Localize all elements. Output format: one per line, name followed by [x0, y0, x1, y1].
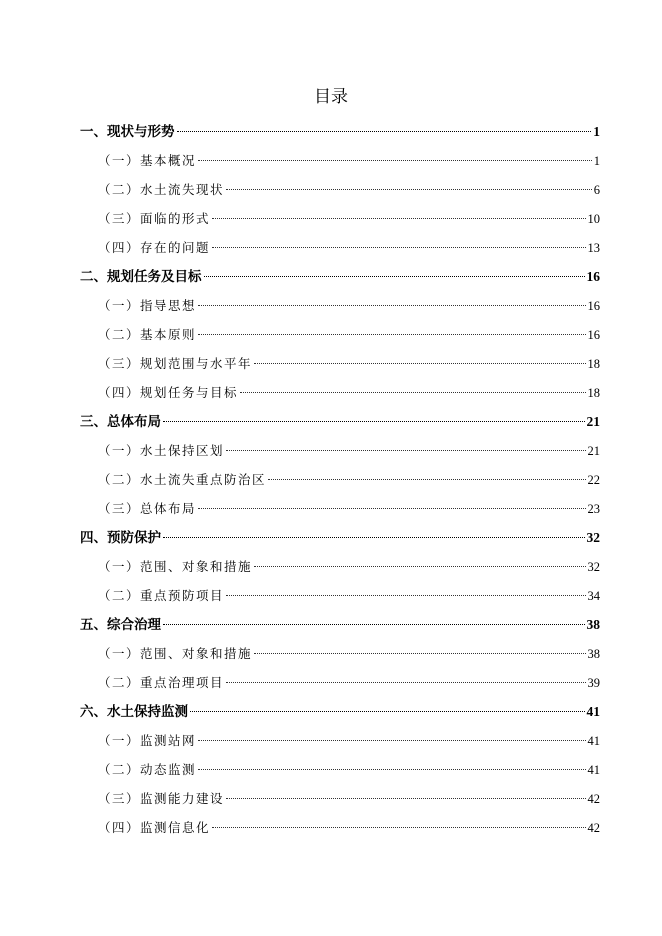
toc-entry-text: 三、总体布局: [80, 414, 161, 430]
toc-section-entry[interactable]: [80, 552, 600, 581]
toc-dot-leader: [212, 247, 585, 248]
toc-dot-leader: [254, 653, 585, 654]
toc-dot-leader: [226, 798, 585, 799]
toc-entry-text: 二、规划任务及目标: [80, 269, 202, 285]
toc-section-entry[interactable]: [80, 378, 600, 407]
toc-page-number: 1: [593, 124, 600, 139]
toc-page-number: 10: [587, 212, 600, 226]
toc-page-number: 41: [587, 763, 600, 777]
toc-page-number: 32: [587, 560, 600, 574]
toc-entry-text: 一、现状与形势: [80, 124, 175, 140]
toc-entry-text: （四）规划任务与目标: [98, 385, 239, 400]
toc-section-entry[interactable]: [80, 146, 600, 175]
toc-section-entry[interactable]: [80, 784, 600, 813]
toc-entry-text: （一）范围、对象和措施: [98, 559, 253, 574]
toc-entry-text: （一）范围、对象和措施: [98, 646, 253, 661]
toc-dot-leader: [198, 334, 585, 335]
toc-section-entry[interactable]: [80, 639, 600, 668]
toc-dot-leader: [240, 392, 585, 393]
toc-dot-leader: [268, 479, 585, 480]
toc-section-entry[interactable]: [80, 291, 600, 320]
toc-entry-text: （二）基本原则: [98, 327, 197, 342]
toc-section-entry[interactable]: [80, 813, 600, 842]
toc-entry-text: 四、预防保护: [80, 530, 161, 546]
toc-page-number: 16: [586, 269, 600, 284]
toc-dot-leader: [163, 624, 585, 625]
toc-list: [80, 117, 600, 842]
toc-entry-text: （四）存在的问题: [98, 240, 211, 255]
toc-dot-leader: [212, 218, 585, 219]
toc-chapter-entry[interactable]: [80, 523, 600, 552]
toc-dot-leader: [226, 189, 592, 190]
toc-section-entry[interactable]: [80, 581, 600, 610]
toc-entry-text: （二）水土流失现状: [98, 182, 225, 197]
toc-page-number: 18: [587, 357, 600, 371]
toc-chapter-entry[interactable]: [80, 407, 600, 436]
toc-page-number: 38: [587, 647, 600, 661]
toc-dot-leader: [204, 276, 585, 277]
toc-entry-text: （二）重点预防项目: [98, 588, 225, 603]
toc-chapter-entry[interactable]: [80, 262, 600, 291]
toc-dot-leader: [190, 711, 585, 712]
toc-entry-text: （三）监测能力建设: [98, 791, 225, 806]
toc-entry-text: （二）水土流失重点防治区: [98, 472, 267, 487]
toc-page-number: 16: [587, 299, 600, 313]
toc-dot-leader: [163, 537, 585, 538]
toc-title: 目录: [314, 87, 348, 107]
toc-section-entry[interactable]: [80, 320, 600, 349]
toc-page-number: 23: [587, 502, 600, 516]
toc-dot-leader: [226, 595, 585, 596]
toc-entry-text: （二）重点治理项目: [98, 675, 225, 690]
toc-chapter-entry[interactable]: [80, 697, 600, 726]
toc-entry-text: （一）基本概况: [98, 153, 197, 168]
toc-dot-leader: [254, 363, 585, 364]
toc-entry-text: （二）动态监测: [98, 762, 197, 777]
toc-dot-leader: [254, 566, 585, 567]
toc-page-number: 38: [586, 617, 600, 632]
toc-entry-text: （三）面临的形式: [98, 211, 211, 226]
toc-entry-text: （一）监测站网: [98, 733, 197, 748]
toc-page-number: 18: [587, 386, 600, 400]
toc-section-entry[interactable]: [80, 494, 600, 523]
toc-dot-leader: [212, 827, 585, 828]
toc-entry-text: （一）水土保持区划: [98, 443, 225, 458]
toc-entry-text: （三）总体布局: [98, 501, 197, 516]
toc-page-number: 39: [587, 676, 600, 690]
toc-section-entry[interactable]: [80, 755, 600, 784]
toc-dot-leader: [198, 508, 585, 509]
toc-dot-leader: [198, 160, 592, 161]
toc-page-number: 32: [586, 530, 600, 545]
toc-page-number: 13: [587, 241, 600, 255]
toc-page-number: 42: [587, 821, 600, 835]
toc-entry-text: （一）指导思想: [98, 298, 197, 313]
toc-section-entry[interactable]: [80, 233, 600, 262]
toc-dot-leader: [163, 421, 585, 422]
toc-page-number: 41: [587, 734, 600, 748]
toc-dot-leader: [177, 131, 592, 132]
toc-dot-leader: [198, 740, 585, 741]
toc-section-entry[interactable]: [80, 668, 600, 697]
toc-entry-text: 五、综合治理: [80, 617, 161, 633]
toc-dot-leader: [226, 450, 585, 451]
toc-page-number: 21: [586, 414, 600, 429]
toc-page-number: 1: [593, 154, 600, 168]
toc-section-entry[interactable]: [80, 175, 600, 204]
toc-section-entry[interactable]: [80, 465, 600, 494]
toc-entry-text: （三）规划范围与水平年: [98, 356, 253, 371]
toc-dot-leader: [198, 769, 585, 770]
toc-chapter-entry[interactable]: [80, 610, 600, 639]
toc-section-entry[interactable]: [80, 204, 600, 233]
toc-chapter-entry[interactable]: [80, 117, 600, 146]
toc-page-number: 21: [587, 444, 600, 458]
toc-dot-leader: [198, 305, 585, 306]
toc-page-number: 6: [593, 183, 600, 197]
toc-page-number: 42: [587, 792, 600, 806]
toc-page-number: 22: [587, 473, 600, 487]
toc-section-entry[interactable]: [80, 436, 600, 465]
toc-dot-leader: [226, 682, 585, 683]
toc-entry-text: （四）监测信息化: [98, 820, 211, 835]
toc-section-entry[interactable]: [80, 726, 600, 755]
toc-entry-text: 六、水土保持监测: [80, 704, 188, 720]
toc-page-number: 16: [587, 328, 600, 342]
toc-page-number: 34: [587, 589, 600, 603]
toc-section-entry[interactable]: [80, 349, 600, 378]
toc-page-number: 41: [586, 704, 600, 719]
